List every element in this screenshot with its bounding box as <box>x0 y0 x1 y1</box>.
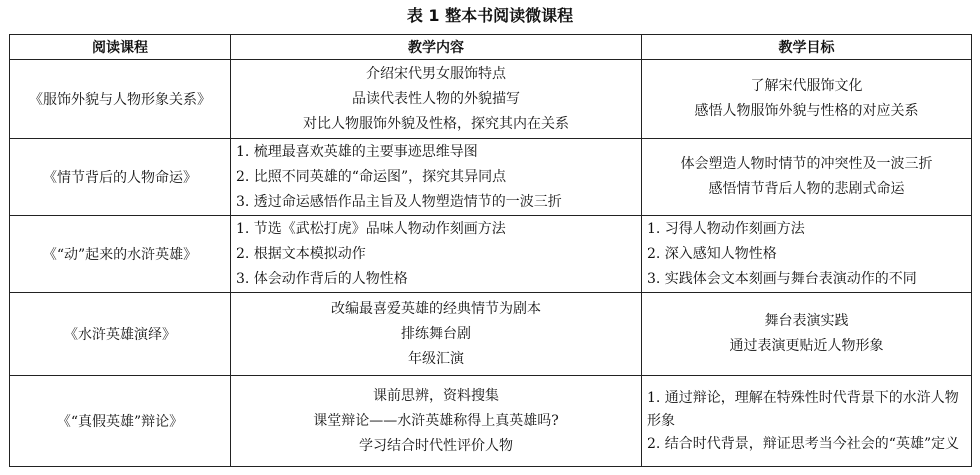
goal-line: 舞台表演实践 <box>764 313 849 329</box>
goals-cell <box>642 216 972 293</box>
table-row <box>10 293 972 376</box>
goal-line: 2. 深入感知人物性格 <box>647 245 777 262</box>
content-line: 改编最喜爱英雄的经典情节为剧本 <box>331 300 541 317</box>
course-cell: 《“动”起来的水浒英雄》 <box>10 216 231 293</box>
goal-line: 2. 结合时代背景，辩证思考当今社会的“英雄”定义 <box>647 435 960 452</box>
goal-line: 感悟情节背后人物的悲剧式命运 <box>708 181 905 197</box>
table-row <box>10 60 972 139</box>
content-cell <box>231 376 642 467</box>
content-line: 介绍宋代男女服饰特点 <box>366 65 506 82</box>
goal-line: 体会塑造人物时情节的冲突性及一波三折 <box>680 156 933 172</box>
header-row <box>10 35 972 60</box>
goals-cell <box>642 293 972 376</box>
content-line: 1. 节选《武松打虎》品味人物动作刻画方法 <box>236 220 506 237</box>
curriculum-table <box>9 34 972 467</box>
content-line: 2. 比照不同英雄的“命运图”，探究其异同点 <box>236 168 507 185</box>
content-line: 1. 梳理最喜欢英雄的主要事迹思维导图 <box>236 143 478 160</box>
content-line: 品读代表性人物的外貌描写 <box>352 90 520 107</box>
goals-cell <box>642 60 972 139</box>
header-content: 教学内容 <box>231 35 642 60</box>
content-line: 对比人物服饰外貌及性格，探究其内在关系 <box>303 115 569 132</box>
table-row <box>10 216 972 293</box>
goal-line: 了解宋代服饰文化 <box>750 78 863 94</box>
content-cell <box>231 139 642 216</box>
content-line: 课堂辩论——水浒英雄称得上真英雄吗? <box>313 412 559 429</box>
course-cell: 《服饰外貌与人物形象关系》 <box>10 60 231 139</box>
goals-cell <box>642 139 972 216</box>
content-line: 年级汇演 <box>408 350 464 367</box>
header-course: 阅读课程 <box>10 35 231 60</box>
course-cell: 《“真假英雄”辩论》 <box>10 376 231 467</box>
content-line: 3. 透过命运感悟作品主旨及人物塑造情节的一波三折 <box>236 193 562 210</box>
content-cell <box>231 60 642 139</box>
table-title: 表 1 整本书阅读微课程 <box>406 6 574 25</box>
goal-line: 通过表演更贴近人物形象 <box>729 338 884 354</box>
content-line: 学习结合时代性评价人物 <box>359 437 513 454</box>
content-cell <box>231 216 642 293</box>
course-cell: 《情节背后的人物命运》 <box>10 139 231 216</box>
header-goals: 教学目标 <box>642 35 972 60</box>
goal-line: 1. 通过辩论，理解在特殊性时代背景下的水浒人物形象 <box>647 389 959 429</box>
table-row <box>10 139 972 216</box>
content-line: 排练舞台剧 <box>401 325 471 342</box>
goal-line: 感悟人物服饰外貌与性格的对应关系 <box>694 103 919 119</box>
goal-line: 3. 实践体会文本刻画与舞台表演动作的不同 <box>647 270 917 287</box>
goals-cell <box>642 376 972 467</box>
content-cell <box>231 293 642 376</box>
content-line: 2. 根据文本模拟动作 <box>236 245 366 262</box>
course-cell: 《水浒英雄演绎》 <box>10 293 231 376</box>
goal-line: 1. 习得人物动作刻画方法 <box>647 220 805 237</box>
content-line: 课前思辨，资料搜集 <box>373 387 499 404</box>
content-line: 3. 体会动作背后的人物性格 <box>236 270 408 287</box>
table-row <box>10 376 972 467</box>
